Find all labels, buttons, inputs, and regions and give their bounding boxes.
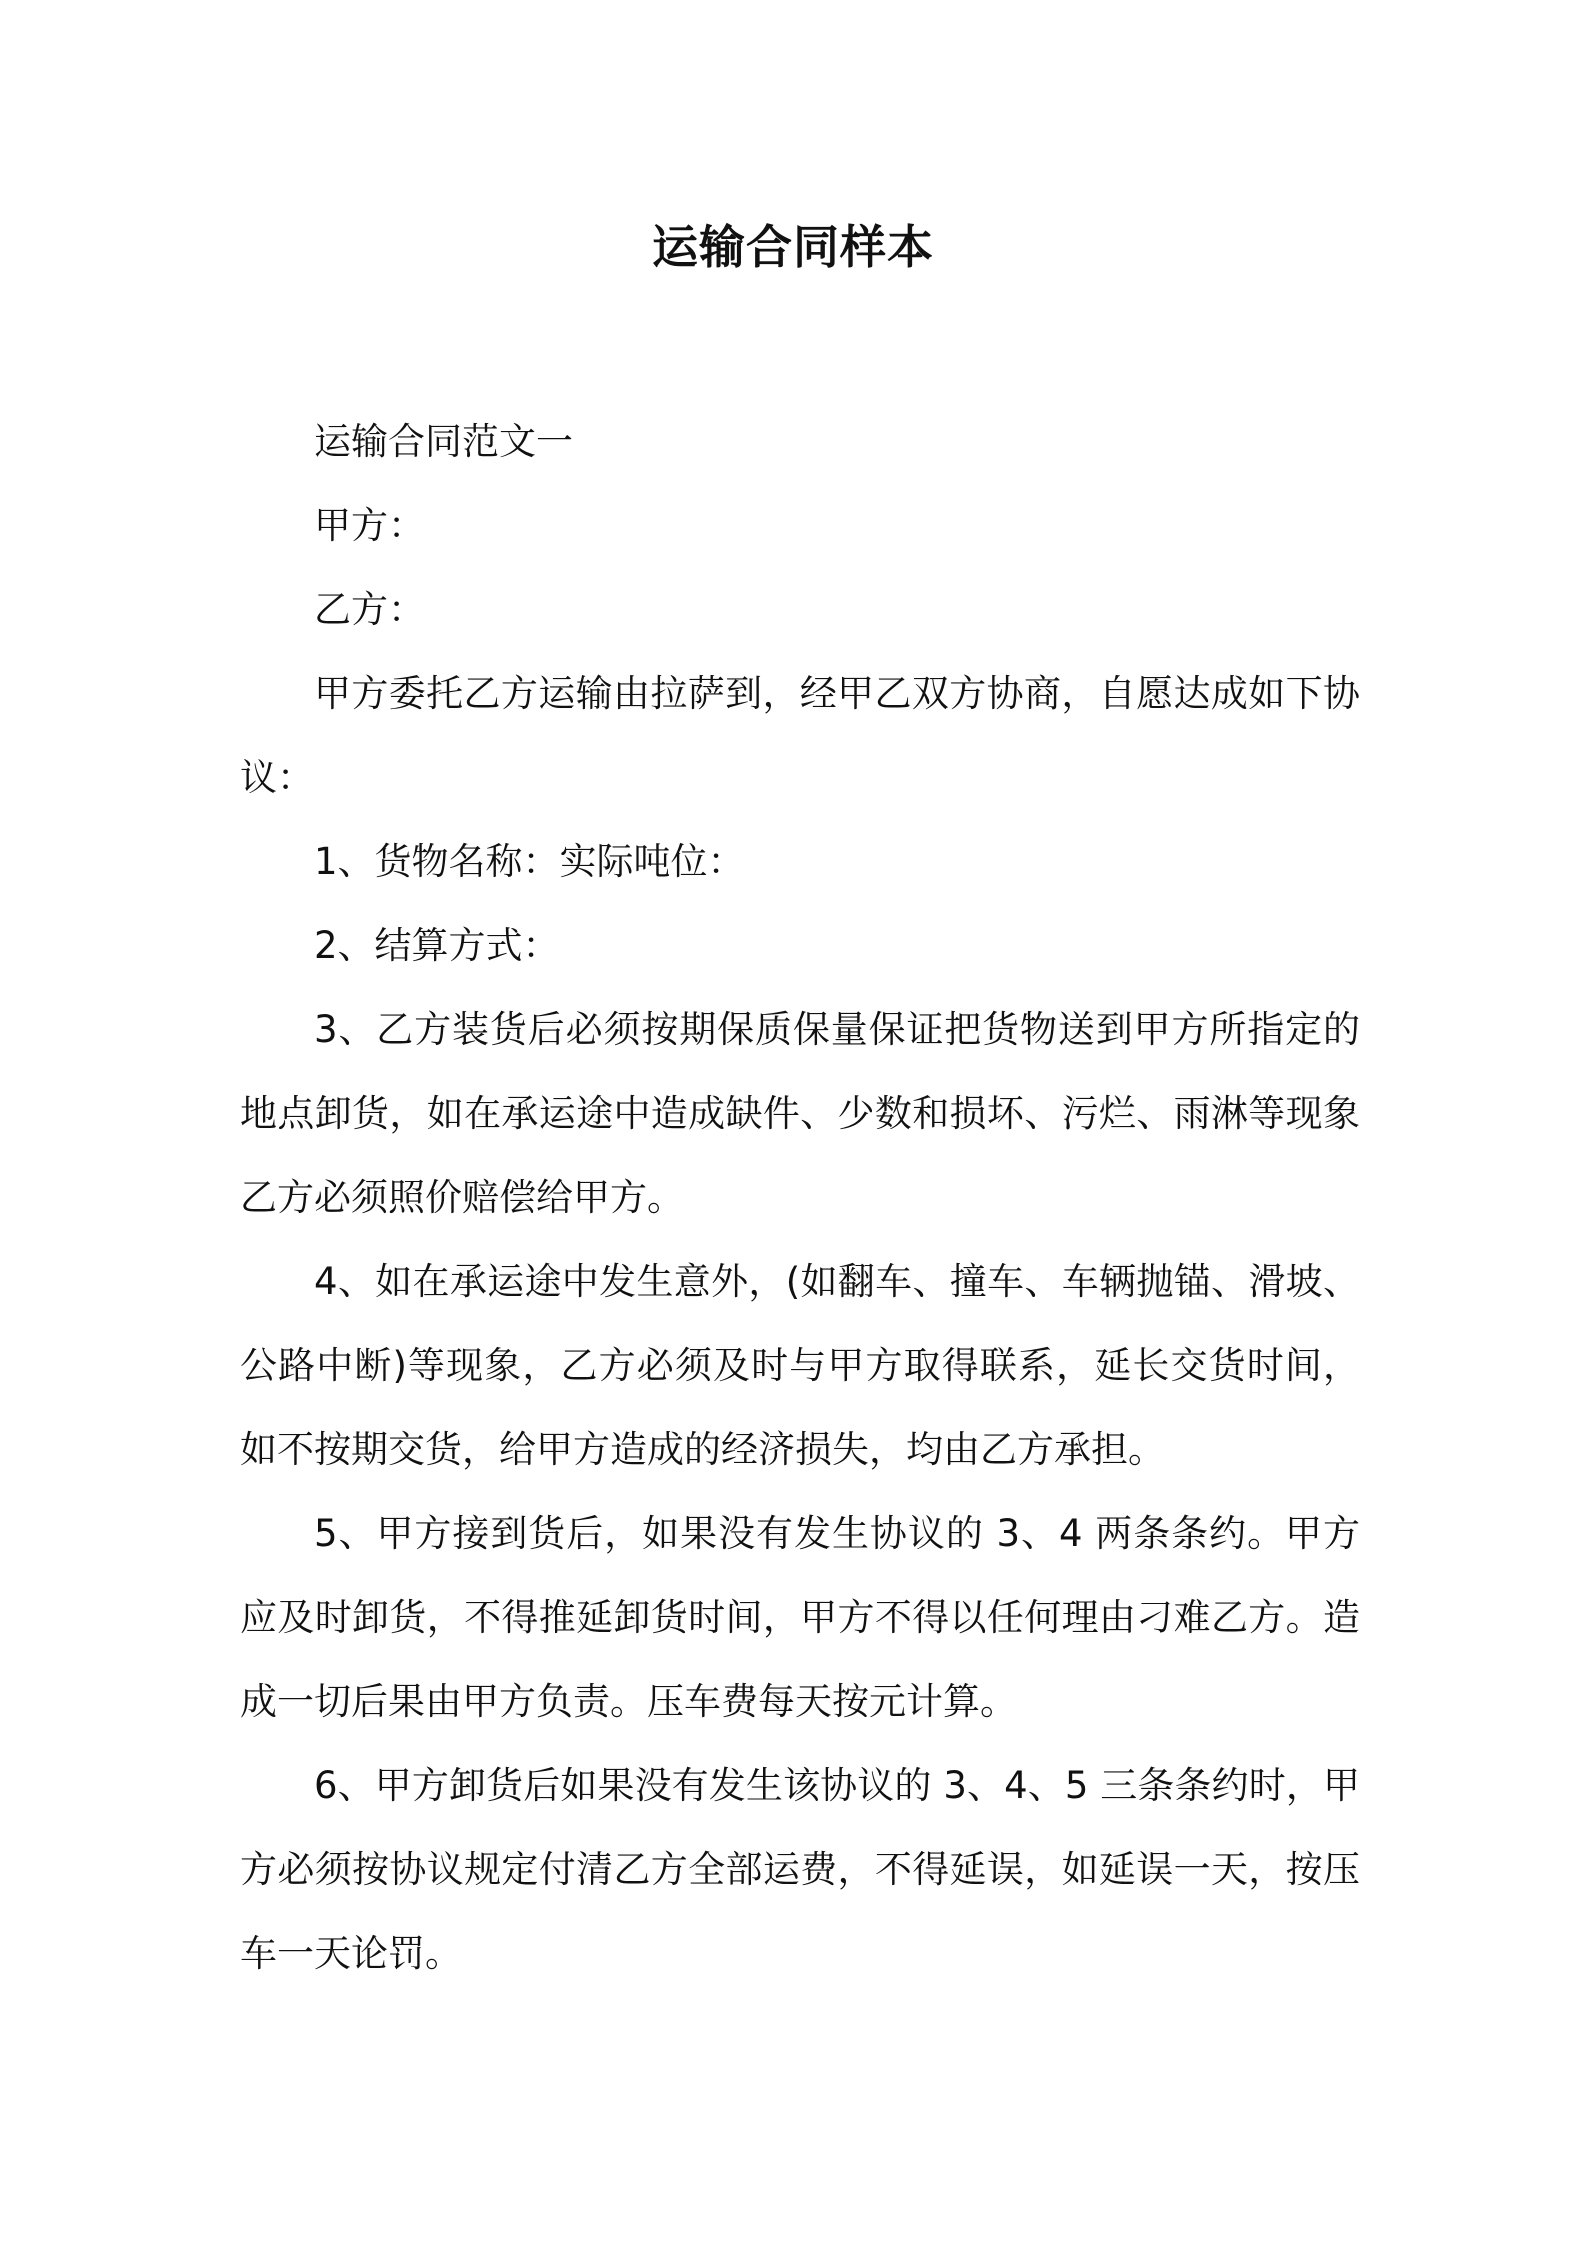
party-b-line: 乙方： bbox=[314, 588, 425, 631]
party-a-line: 甲方： bbox=[314, 504, 425, 547]
clause-1: 1、货物名称：实际吨位： bbox=[314, 840, 745, 883]
clause-5: 5、甲方接到货后，如果没有发生协议的 3、4 两条条约。甲方应及时卸货，不得推延卸货时间，甲方不得以任何理由刁难乙方。造成一切后果由甲方负责。压车费每天按元计算。 bbox=[240, 1512, 1360, 1723]
clause-2: 2、结算方式： bbox=[314, 924, 560, 967]
document-title: 运输合同样本 bbox=[652, 220, 934, 274]
clause-4: 4、如在承运途中发生意外，(如翻车、撞车、车辆抛锚、滑坡、公路中断)等现象，乙方必须及时与甲方取得联系，延长交货时间，如不按期交货，给甲方造成的经济损失，均由乙方承担。 bbox=[240, 1260, 1360, 1471]
clause-3: 3、乙方装货后必须按期保质保量保证把货物送到甲方所指定的地点卸货，如在承运途中造成缺件、少数和损坏、污烂、雨淋等现象乙方必须照价赔偿给甲方。 bbox=[240, 1008, 1360, 1219]
section-heading: 运输合同范文一 bbox=[314, 420, 573, 463]
intro-paragraph: 甲方委托乙方运输由拉萨到，经甲乙双方协商，自愿达成如下协议： bbox=[240, 672, 1360, 799]
document-body bbox=[240, 400, 1360, 1996]
clause-6: 6、甲方卸货后如果没有发生该协议的 3、4、5 三条条约时，甲方必须按协议规定付清乙方全部运费，不得延误，如延误一天，按压车一天论罚。 bbox=[240, 1764, 1360, 1975]
